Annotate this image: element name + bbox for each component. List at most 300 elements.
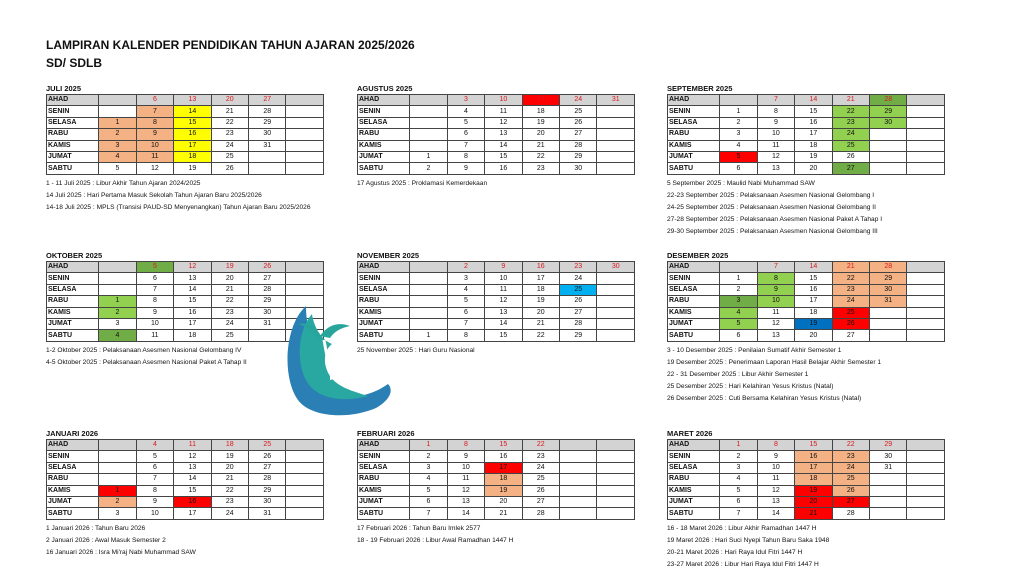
date-cell [870, 307, 907, 318]
day-label: SABTU [358, 330, 410, 341]
date-cell: 24 [832, 462, 869, 473]
calendar-row [668, 462, 945, 473]
month-block [46, 429, 346, 559]
date-cell: 10 [136, 140, 173, 151]
calendar-row [47, 508, 324, 519]
calendar-table [46, 94, 324, 175]
date-cell [410, 318, 447, 329]
date-cell: 1 [720, 273, 757, 284]
date-cell: 25 [249, 440, 286, 451]
date-cell: 9 [447, 451, 484, 462]
date-cell: 20 [795, 330, 832, 341]
date-cell: 23 [211, 129, 248, 140]
note-item: 25 Desember 2025 : Hari Kelahiran Yesus Kristus (Natal) [667, 382, 834, 390]
day-label: JUMAT [47, 151, 99, 162]
date-cell: 26 [832, 151, 869, 162]
day-label: SELASA [47, 284, 99, 295]
date-cell: 4 [447, 106, 484, 117]
date-cell: 19 [522, 117, 559, 128]
date-cell: 20 [211, 95, 248, 106]
month-title: SEPTEMBER 2025 [667, 84, 733, 93]
date-cell: 28 [560, 318, 597, 329]
date-cell: 17 [174, 508, 211, 519]
day-label: SENIN [668, 451, 720, 462]
date-cell [286, 117, 324, 128]
day-label: RABU [668, 474, 720, 485]
date-cell: 29 [870, 106, 907, 117]
day-label: SABTU [668, 508, 720, 519]
note-item: 4-5 Oktober 2025 : Pelaksanaan Asesmen Nasional Paket A Tahap II [46, 358, 247, 366]
date-cell [286, 140, 324, 151]
calendar-table [667, 261, 945, 342]
note-item: 16 Januari 2026 : Isra Mi'raj Nabi Muhammad SAW [46, 548, 196, 556]
date-cell: 10 [757, 129, 794, 140]
date-cell [597, 106, 635, 117]
date-cell: 23 [522, 451, 559, 462]
date-cell: 21 [522, 318, 559, 329]
note-item: 23-27 Maret 2026 : Libur Hari Raya Idul Fitri 1447 H [667, 560, 819, 568]
day-label: JUMAT [668, 151, 720, 162]
date-cell: 4 [136, 440, 173, 451]
date-cell: 30 [560, 163, 597, 174]
date-cell: 3 [720, 462, 757, 473]
date-cell [286, 273, 324, 284]
notes-list [667, 523, 967, 571]
date-cell: 23 [832, 451, 869, 462]
date-cell: 30 [870, 284, 907, 295]
date-cell [870, 330, 907, 341]
date-cell: 12 [485, 117, 522, 128]
date-cell: 1 [99, 117, 136, 128]
date-cell [286, 106, 324, 117]
day-label: SENIN [668, 273, 720, 284]
date-cell [560, 474, 597, 485]
date-cell [907, 440, 945, 451]
date-cell [597, 496, 635, 507]
date-cell [286, 440, 324, 451]
date-cell [907, 151, 945, 162]
palm-wave-logo [276, 296, 396, 420]
date-cell: 5 [136, 262, 173, 273]
calendar-row [668, 262, 945, 273]
date-cell: 18 [795, 474, 832, 485]
date-cell: 24 [832, 296, 869, 307]
calendar-row [668, 318, 945, 329]
date-cell: 23 [560, 262, 597, 273]
date-cell: 12 [757, 485, 794, 496]
date-cell: 5 [447, 296, 484, 307]
calendar-row [47, 151, 324, 162]
notes-list [46, 178, 346, 214]
date-cell: 8 [136, 117, 173, 128]
calendar-row [358, 307, 635, 318]
date-cell [597, 451, 635, 462]
calendar-row [47, 129, 324, 140]
date-cell [870, 318, 907, 329]
date-cell: 10 [757, 296, 794, 307]
calendar-row [668, 273, 945, 284]
date-cell: 25 [211, 151, 248, 162]
date-cell: 16 [522, 262, 559, 273]
date-cell: 2 [410, 163, 447, 174]
day-label: SENIN [47, 106, 99, 117]
date-cell [410, 284, 447, 295]
date-cell: 8 [136, 296, 173, 307]
date-cell [870, 163, 907, 174]
date-cell: 21 [522, 140, 559, 151]
date-cell: 28 [560, 140, 597, 151]
date-cell [870, 474, 907, 485]
date-cell [286, 508, 324, 519]
date-cell [597, 318, 635, 329]
calendar-row [358, 485, 635, 496]
date-cell: 2 [99, 307, 136, 318]
date-cell: 4 [99, 151, 136, 162]
date-cell [560, 451, 597, 462]
day-label: SELASA [47, 117, 99, 128]
month-block [667, 84, 967, 238]
date-cell: 29 [560, 151, 597, 162]
calendar-row [668, 151, 945, 162]
date-cell [907, 496, 945, 507]
date-cell: 15 [174, 485, 211, 496]
date-cell: 14 [447, 508, 484, 519]
date-cell: 31 [249, 318, 286, 329]
date-cell: 17 [174, 140, 211, 151]
date-cell: 5 [720, 485, 757, 496]
calendar-row [358, 474, 635, 485]
date-cell: 10 [485, 273, 522, 284]
date-cell: 27 [832, 163, 869, 174]
calendar-row [358, 462, 635, 473]
date-cell: 14 [795, 95, 832, 106]
date-cell: 2 [99, 496, 136, 507]
date-cell: 24 [522, 462, 559, 473]
day-label: KAMIS [47, 307, 99, 318]
date-cell: 24 [211, 140, 248, 151]
note-item: 17 Februari 2026 : Tahun Baru Imlek 2577 [357, 524, 481, 532]
calendar-row [47, 462, 324, 473]
date-cell [410, 273, 447, 284]
calendar-row [668, 129, 945, 140]
calendar-row [358, 318, 635, 329]
date-cell [410, 117, 447, 128]
date-cell: 10 [136, 318, 173, 329]
date-cell: 24 [211, 318, 248, 329]
day-label: JUMAT [358, 318, 410, 329]
date-cell: 1 [720, 106, 757, 117]
day-label: RABU [47, 296, 99, 307]
date-cell [560, 508, 597, 519]
month-title: OKTOBER 2025 [46, 251, 103, 260]
date-cell: 9 [447, 163, 484, 174]
date-cell [410, 307, 447, 318]
calendar-row [47, 485, 324, 496]
calendar-row [358, 508, 635, 519]
date-cell: 9 [136, 129, 173, 140]
date-cell: 19 [795, 485, 832, 496]
calendar-row [47, 95, 324, 106]
date-cell [560, 496, 597, 507]
date-cell: 28 [522, 508, 559, 519]
date-cell: 26 [249, 262, 286, 273]
date-cell: 11 [174, 440, 211, 451]
date-cell: 19 [485, 485, 522, 496]
date-cell: 6 [136, 462, 173, 473]
day-label: SABTU [47, 163, 99, 174]
day-label: SELASA [358, 462, 410, 473]
date-cell: 4 [447, 284, 484, 295]
date-cell: 2 [99, 129, 136, 140]
day-label: SENIN [358, 106, 410, 117]
date-cell: 30 [870, 117, 907, 128]
date-cell: 28 [249, 284, 286, 295]
date-cell: 3 [99, 318, 136, 329]
date-cell: 30 [870, 451, 907, 462]
calendar-row [358, 95, 635, 106]
date-cell [907, 117, 945, 128]
date-cell: 22 [211, 296, 248, 307]
day-label: SELASA [668, 284, 720, 295]
date-cell: 3 [720, 296, 757, 307]
date-cell [597, 273, 635, 284]
date-cell: 13 [485, 129, 522, 140]
day-label: RABU [668, 129, 720, 140]
calendar-row [358, 451, 635, 462]
date-cell [286, 496, 324, 507]
note-item: 19 Maret 2026 : Hari Suci Nyepi Tahun Baru Saka 1948 [667, 536, 830, 544]
date-cell: 26 [249, 451, 286, 462]
date-cell: 23 [522, 163, 559, 174]
date-cell: 11 [757, 474, 794, 485]
note-item: 16 - 18 Maret 2026 : Libur Akhir Ramadhan 1447 H [667, 524, 817, 532]
date-cell [597, 296, 635, 307]
date-cell [99, 284, 136, 295]
date-cell [597, 307, 635, 318]
date-cell: 29 [870, 440, 907, 451]
calendar-row [47, 140, 324, 151]
day-label: SABTU [47, 508, 99, 519]
date-cell: 15 [485, 151, 522, 162]
day-label: JUMAT [668, 318, 720, 329]
calendar-row [668, 485, 945, 496]
date-cell: 17 [522, 273, 559, 284]
note-item: 29-30 September 2025 : Pelaksanaan Asesmen Nasional Gelombang III [667, 227, 878, 235]
date-cell: 8 [757, 440, 794, 451]
date-cell: 6 [720, 330, 757, 341]
date-cell [597, 462, 635, 473]
date-cell: 27 [832, 330, 869, 341]
date-cell: 22 [211, 485, 248, 496]
day-label: JUMAT [358, 151, 410, 162]
date-cell: 26 [560, 296, 597, 307]
date-cell [99, 106, 136, 117]
date-cell: 18 [795, 140, 832, 151]
day-label: KAMIS [668, 307, 720, 318]
date-cell: 25 [560, 284, 597, 295]
calendar-table [667, 94, 945, 175]
date-cell: 8 [757, 106, 794, 117]
month-title: AGUSTUS 2025 [357, 84, 413, 93]
date-cell: 28 [249, 106, 286, 117]
date-cell [907, 296, 945, 307]
date-cell: 2 [720, 284, 757, 295]
date-cell: 21 [832, 262, 869, 273]
calendar-row [668, 106, 945, 117]
calendar-row [668, 163, 945, 174]
day-label: AHAD [47, 95, 99, 106]
date-cell: 20 [522, 307, 559, 318]
date-cell: 14 [174, 106, 211, 117]
date-cell: 27 [249, 95, 286, 106]
month-block [357, 429, 657, 547]
date-cell: 2 [410, 451, 447, 462]
month-block [46, 84, 346, 214]
date-cell: 9 [757, 284, 794, 295]
date-cell: 7 [447, 318, 484, 329]
date-cell: 11 [757, 307, 794, 318]
date-cell: 6 [720, 163, 757, 174]
day-label: SELASA [358, 117, 410, 128]
date-cell [597, 474, 635, 485]
day-label: KAMIS [358, 485, 410, 496]
date-cell: 6 [410, 496, 447, 507]
date-cell: 25 [832, 474, 869, 485]
date-cell: 5 [720, 151, 757, 162]
date-cell: 22 [832, 273, 869, 284]
date-cell: 13 [174, 273, 211, 284]
date-cell [597, 129, 635, 140]
date-cell: 3 [447, 273, 484, 284]
calendar-table [357, 261, 635, 342]
date-cell [286, 262, 324, 273]
date-cell [870, 508, 907, 519]
date-cell: 24 [560, 273, 597, 284]
date-cell: 27 [832, 496, 869, 507]
date-cell [99, 462, 136, 473]
note-item: 24-25 September 2025 : Pelaksanaan Asesmen Nasional Gelombang II [667, 203, 876, 211]
notes-list [357, 345, 657, 357]
date-cell [907, 474, 945, 485]
note-item: 1-2 Oktober 2025 : Pelaksanaan Asesmen Nasional Gelombang IV [46, 346, 242, 354]
date-cell: 26 [560, 117, 597, 128]
date-cell: 19 [795, 151, 832, 162]
date-cell [410, 106, 447, 117]
date-cell: 8 [447, 151, 484, 162]
date-cell: 16 [485, 163, 522, 174]
calendar-row [358, 296, 635, 307]
date-cell: 9 [136, 307, 173, 318]
date-cell: 21 [832, 95, 869, 106]
calendar-row [47, 451, 324, 462]
date-cell: 20 [211, 462, 248, 473]
date-cell: 10 [447, 462, 484, 473]
date-cell: 5 [410, 485, 447, 496]
calendar-row [47, 273, 324, 284]
date-cell: 21 [211, 106, 248, 117]
date-cell [870, 496, 907, 507]
date-cell: 27 [560, 307, 597, 318]
date-cell [870, 151, 907, 162]
date-cell: 29 [249, 117, 286, 128]
date-cell: 26 [522, 485, 559, 496]
date-cell: 31 [870, 462, 907, 473]
date-cell [597, 440, 635, 451]
date-cell [410, 95, 447, 106]
date-cell [99, 451, 136, 462]
date-cell: 29 [249, 485, 286, 496]
day-label: SABTU [668, 163, 720, 174]
day-label: AHAD [47, 440, 99, 451]
date-cell: 13 [757, 330, 794, 341]
notes-list [357, 523, 657, 547]
date-cell: 14 [174, 284, 211, 295]
calendar-row [358, 151, 635, 162]
date-cell: 3 [99, 140, 136, 151]
date-cell: 18 [174, 151, 211, 162]
note-item: 18 - 19 Februari 2026 : Libur Awal Ramadhan 1447 H [357, 536, 514, 544]
date-cell [907, 330, 945, 341]
date-cell: 9 [136, 496, 173, 507]
date-cell [597, 330, 635, 341]
date-cell: 16 [485, 451, 522, 462]
date-cell: 11 [485, 106, 522, 117]
date-cell [907, 284, 945, 295]
date-cell: 20 [522, 129, 559, 140]
date-cell: 27 [522, 496, 559, 507]
note-item: 14 Juli 2025 : Hari Pertama Masuk Sekolah Tahun Ajaran Baru 2025/2026 [46, 191, 262, 199]
date-cell: 15 [174, 296, 211, 307]
month-title: DESEMBER 2025 [667, 251, 729, 260]
calendar-row [668, 330, 945, 341]
calendar-row [358, 284, 635, 295]
date-cell: 1 [410, 151, 447, 162]
date-cell: 12 [174, 262, 211, 273]
date-cell [907, 462, 945, 473]
day-label: JUMAT [668, 496, 720, 507]
date-cell [907, 163, 945, 174]
date-cell: 25 [211, 330, 248, 341]
date-cell: 8 [447, 440, 484, 451]
calendar-row [358, 262, 635, 273]
date-cell [720, 95, 757, 106]
date-cell: 28 [832, 508, 869, 519]
date-cell: 9 [757, 117, 794, 128]
date-cell: 7 [757, 95, 794, 106]
date-cell: 21 [211, 284, 248, 295]
date-cell: 5 [447, 117, 484, 128]
date-cell [597, 284, 635, 295]
date-cell: 25 [832, 307, 869, 318]
page-title: LAMPIRAN KALENDER PENDIDIKAN TAHUN AJARAN 2025/2026 [46, 38, 415, 52]
date-cell: 3 [720, 129, 757, 140]
date-cell: 13 [485, 307, 522, 318]
date-cell: 24 [560, 95, 597, 106]
date-cell: 30 [249, 307, 286, 318]
date-cell: 28 [870, 262, 907, 273]
day-label: SENIN [358, 273, 410, 284]
calendar-row [47, 496, 324, 507]
note-item: 5 September 2025 : Maulid Nabi Muhammad SAW [667, 179, 815, 187]
date-cell: 5 [99, 163, 136, 174]
month-title: FEBRUARI 2026 [357, 429, 415, 438]
date-cell: 21 [485, 508, 522, 519]
date-cell: 15 [174, 117, 211, 128]
day-label: RABU [358, 129, 410, 140]
date-cell [907, 95, 945, 106]
day-label: KAMIS [668, 485, 720, 496]
day-label: JUMAT [47, 318, 99, 329]
